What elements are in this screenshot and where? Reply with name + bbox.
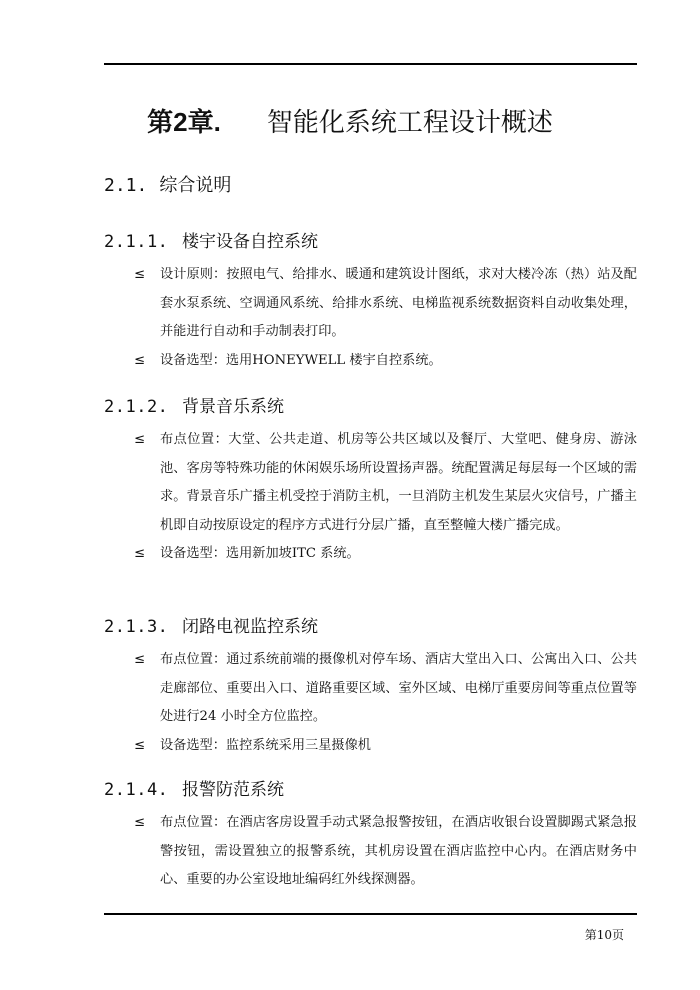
subsection-number: 2.1.3.: [104, 617, 169, 637]
subsection-heading: [104, 614, 637, 640]
section-number: 2.1.: [104, 175, 148, 196]
list-item: [104, 426, 637, 540]
header-rule: [104, 63, 637, 65]
bullet-icon: ≤: [134, 352, 146, 368]
subsection-number: 2.1.1.: [104, 232, 169, 252]
subsection-title: 闭路电视监控系统: [182, 617, 318, 637]
subsection-title: 背景音乐系统: [182, 397, 284, 417]
list-item-text: 布点位置：在酒店客房设置手动式紧急报警按钮，在酒店收银台设置脚踢式紧急报警按钮，需设置独立的报警系统，其机房设置在酒店监控中心内。在酒店财务中心、重要的办公室设地址编码红外线探测器。: [160, 815, 637, 887]
list-item: [104, 347, 637, 376]
list-item-text: 设计原则：按照电气、给排水、暖通和建筑设计图纸，求对大楼冷冻（热）站及配套水泵系统、空调通风系统、给排水系统、电梯监视系统数据资料自动收集处理，并能进行自动和手动制表打印。: [160, 267, 637, 339]
subsection-background-music: [104, 394, 637, 569]
footer-rule: [104, 913, 637, 915]
subsection-heading: [104, 777, 637, 803]
list-item-text: 布点位置：通过系统前端的摄像机对停车场、酒店大堂出入口、公寓出入口、公共走廊部位、重要出入口、道路重要区域、室外区域、电梯厅重要房间等重点位置等处进行24 小时全方位监控。: [160, 652, 637, 724]
list-item: [104, 809, 637, 895]
page-number: 第10页: [584, 928, 624, 942]
subsection-cctv: [104, 614, 637, 760]
subsection-heading: [104, 229, 637, 255]
section-heading: [104, 173, 231, 199]
chapter-heading: [0, 104, 700, 141]
list-item: [104, 261, 637, 347]
bullet-icon: ≤: [134, 737, 146, 753]
subsection-number: 2.1.4.: [104, 780, 169, 800]
bullet-icon: ≤: [134, 652, 146, 667]
subsection-title: 楼宇设备自控系统: [182, 232, 318, 252]
bullet-icon: ≤: [134, 432, 146, 447]
list-item-text: 布点位置：大堂、公共走道、机房等公共区域以及餐厅、大堂吧、健身房、游泳池、客房等特殊功能的休闲娱乐场所设置扬声器。统配置满足每层每一个区域的需求。背景音乐广播主机受控于消防主机，一旦消防主机发生某层火灾信号，广播主机即自动按原设定的程序方式进行分层广播，直至整幢大楼广播完成。: [160, 432, 637, 533]
subsection-heading: [104, 394, 637, 420]
section-title: 综合说明: [159, 175, 232, 196]
list-item-text: 设备选型：选用HONEYWELL 楼宇自控系统。: [160, 352, 442, 368]
list-item: [104, 732, 637, 761]
subsection-alarm: [104, 777, 637, 895]
bullet-icon: ≤: [134, 546, 146, 561]
list-item-text: 设备选型：选用新加坡ITC 系统。: [160, 546, 360, 561]
subsection-number: 2.1.2.: [104, 397, 169, 417]
subsection-title: 报警防范系统: [182, 780, 284, 800]
subsection-bas: [104, 229, 637, 375]
bullet-icon: ≤: [134, 815, 146, 830]
list-item-text: 设备选型：监控系统采用三星摄像机: [160, 737, 371, 753]
chapter-title: 智能化系统工程设计概述: [266, 108, 553, 138]
list-item: [104, 540, 637, 569]
chapter-number: 第2章.: [147, 107, 221, 137]
list-item: [104, 646, 637, 732]
bullet-icon: ≤: [134, 267, 146, 282]
